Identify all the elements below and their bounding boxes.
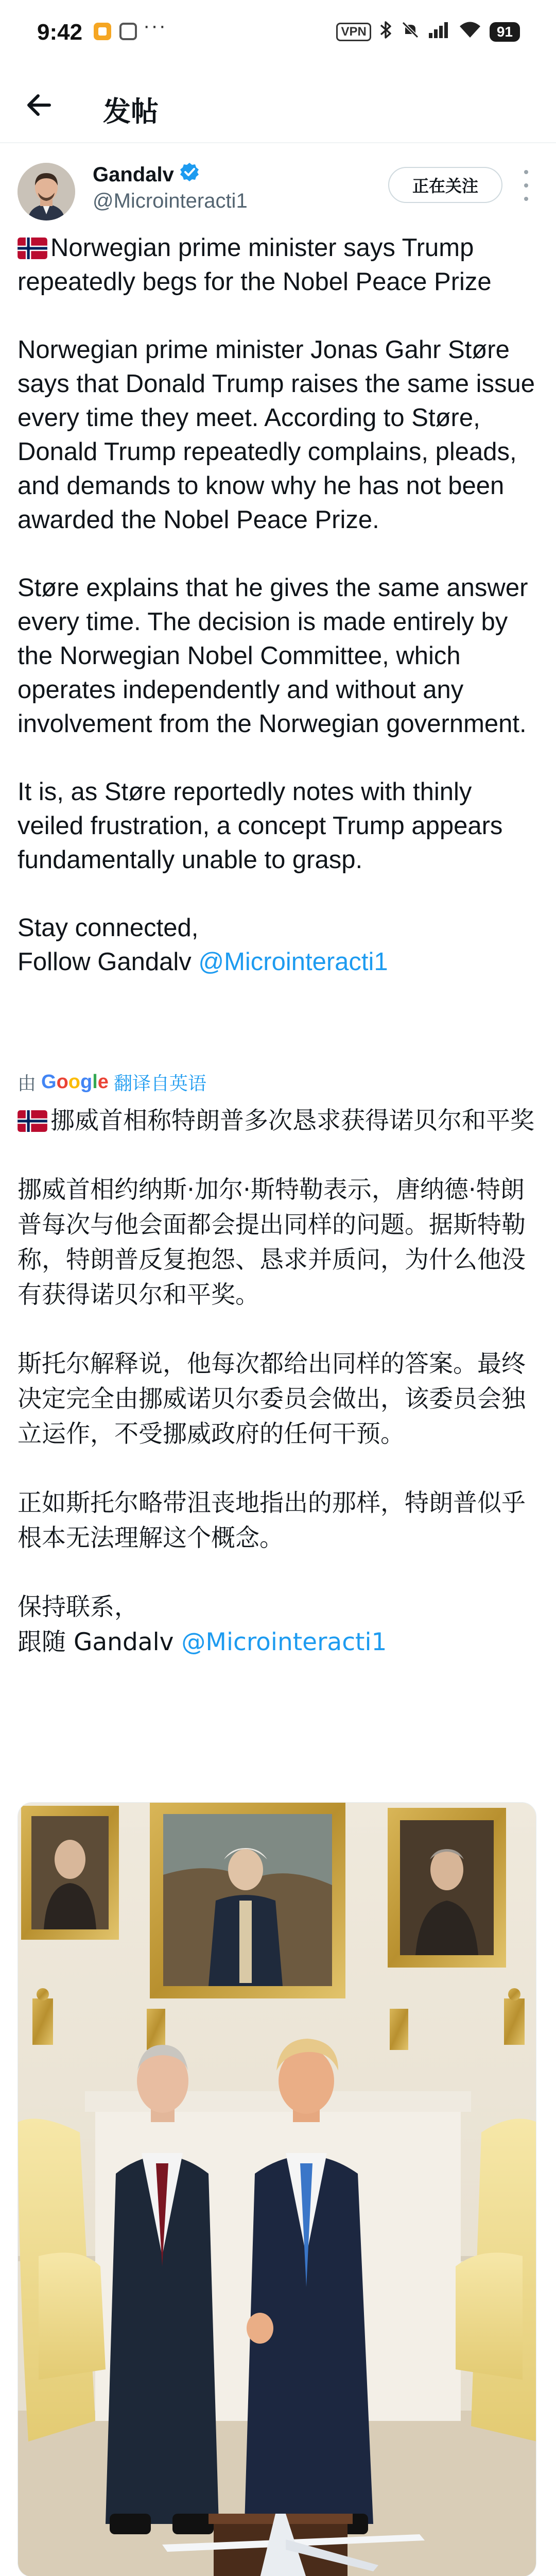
notification-app-icon (94, 23, 111, 40)
post-stay-connected: Stay connected, (18, 914, 199, 942)
status-time: 9:42 (37, 20, 83, 45)
battery-indicator: 91 (490, 22, 520, 42)
mention-link[interactable]: @Microinteracti1 (198, 948, 388, 976)
follow-line-prefix: Follow Gandalv (18, 948, 199, 976)
following-button[interactable]: 正在关注 (388, 167, 502, 203)
post-image[interactable] (18, 1802, 536, 2576)
status-indicators (336, 20, 520, 44)
post-text-translated (18, 1104, 543, 1660)
post-paragraph-1: Norwegian prime minister Jonas Gahr Støre says that Donald Trump raises the same issue every time they meet. According to Støre, Donald Trump repeatedly complains, pleads, and demands to know why he has not been awarded the Nobel Peace Prize. (18, 336, 535, 534)
post-title-text: Norwegian prime minister says Trump repeatedly begs for the Nobel Peace Prize (18, 234, 492, 296)
translated-follow-line (18, 1625, 543, 1660)
post-image-illustration (18, 1803, 536, 2576)
norway-flag-icon (18, 1110, 47, 1132)
header-divider (0, 142, 556, 143)
mention-link[interactable]: @Microinteracti1 (181, 1628, 387, 1656)
paragraph-gap (18, 1556, 543, 1590)
more-options-icon[interactable] (521, 170, 531, 201)
more-dot (524, 170, 528, 174)
post-follow-line (18, 945, 543, 979)
translated-paragraph-1: 挪威首相约纳斯·加尔·斯特勒表示，唐纳德·特朗普每次与他会面都会提出同样的问题。据斯特勒称，特朗普反复抱怨、恳求并质问，为什么他没有获得诺贝尔和平奖。 (18, 1176, 526, 1309)
post-paragraph-2: Støre explains that he gives the same answer every time. The decision is made entirely by the Norwegian Nobel Committee, which operates independently and without any involvement from the Norwegian government. (18, 574, 528, 738)
paragraph-gap (18, 741, 543, 775)
translated-paragraph-2: 斯托尔解释说，他每次都给出同样的答案。最终决定完全由挪威诺贝尔委员会做出，该委员会独立运作，不受挪威政府的任何干预。 (18, 1350, 526, 1448)
translated-title-line (18, 1104, 543, 1139)
more-dot (524, 197, 528, 201)
norway-flag-icon (18, 238, 47, 259)
paragraph-gap (18, 1452, 543, 1486)
follow-line-prefix: 跟随 Gandalv (18, 1628, 182, 1656)
bluetooth-icon (379, 20, 393, 44)
vpn-indicator: VPN (336, 23, 371, 41)
post-title-line (18, 231, 543, 299)
paragraph-gap (18, 299, 543, 333)
post-text-original (18, 231, 543, 979)
translated-stay-connected: 保持联系， (18, 1593, 138, 1621)
post-paragraph-3: It is, as Støre reportedly notes with thinly veiled frustration, a concept Trump appears fundamentally unable to grasp. (18, 778, 503, 874)
avatar[interactable] (18, 163, 75, 221)
notification-message-icon (119, 23, 137, 40)
wifi-icon (459, 21, 481, 44)
verified-badge-icon (179, 162, 200, 188)
page-title: 发帖 (103, 96, 159, 127)
more-dot (524, 183, 528, 188)
author-name-text: Gandalv (93, 163, 174, 186)
translation-attribution (18, 1069, 206, 1095)
cellular-signal-icon (428, 21, 450, 44)
google-logo: Google (41, 1071, 109, 1093)
translated-by-label: 由 (18, 1073, 37, 1094)
author-handle[interactable]: @Microinteracti1 (93, 190, 248, 212)
translated-paragraph-3: 正如斯托尔略带沮丧地指出的那样，特朗普似乎根本无法理解这个概念。 (18, 1489, 526, 1552)
translated-title-text: 挪威首相称特朗普多次恳求获得诺贝尔和平奖 (50, 1107, 534, 1135)
back-arrow-icon[interactable] (24, 90, 55, 121)
paragraph-gap (18, 877, 543, 911)
paragraph-gap (18, 537, 543, 571)
mute-icon (401, 21, 420, 44)
notification-more-icon: ··· (143, 14, 167, 37)
app-header (0, 72, 556, 139)
translated-from-english-link[interactable]: 翻译自英语 (113, 1073, 206, 1094)
paragraph-gap (18, 1313, 543, 1347)
author-name[interactable] (93, 162, 200, 188)
paragraph-gap (18, 1139, 543, 1173)
status-bar (0, 0, 556, 68)
